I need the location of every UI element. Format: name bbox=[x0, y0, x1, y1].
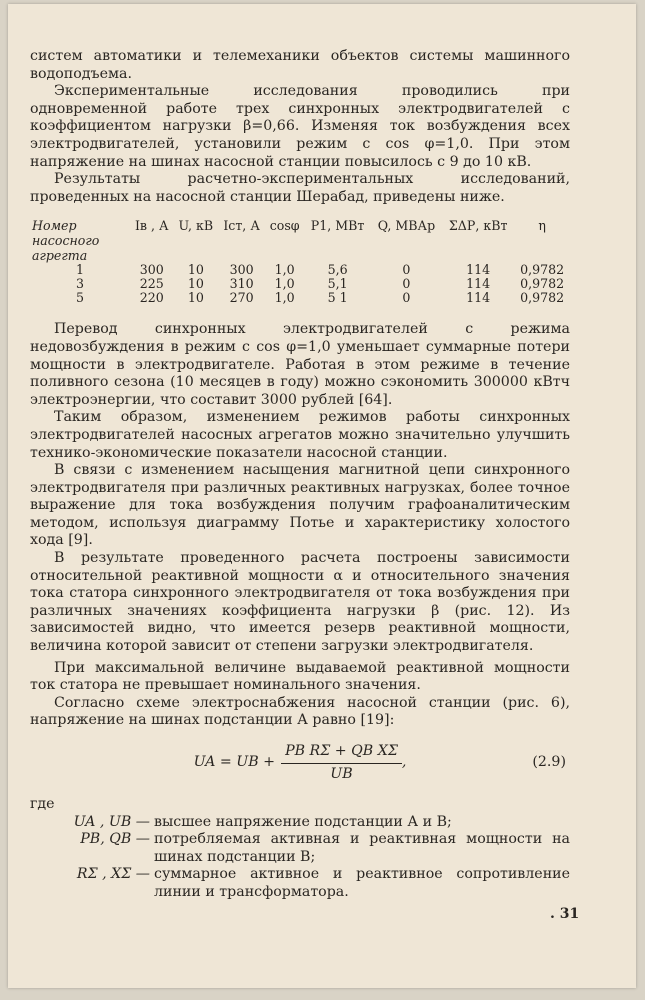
symbol-legend bbox=[30, 796, 570, 902]
legend-symbol: RΣ , XΣ — bbox=[76, 866, 150, 883]
table-row bbox=[30, 291, 570, 305]
legend-symbol: UA , UB — bbox=[73, 813, 150, 830]
table-cell: 1,0 bbox=[274, 262, 295, 278]
paragraph: В связи с изменением насыщения магнитной цепи синхронного электродвигателя при различных реактивных нагрузках, более точное выражение для тока возбуждения получим графоаналитическим методом, используя диаграмму Потье и характеристику холостого хода [9]. bbox=[30, 462, 570, 549]
table-cell: 225 bbox=[139, 276, 164, 292]
legend-intro: где bbox=[30, 796, 55, 812]
table-cell: 3 bbox=[75, 276, 84, 292]
table-cell: 300 bbox=[229, 262, 254, 278]
table-header-cell: cosφ bbox=[269, 218, 300, 234]
table-header-cell: η bbox=[538, 218, 546, 234]
table-cell: 114 bbox=[466, 290, 491, 306]
paragraph: При максимальной величине выдаваемой реактивной мощности ток статора не превышает номинального значения. bbox=[30, 659, 570, 694]
formula-trailing: , bbox=[401, 754, 407, 771]
table-cell: 0 bbox=[402, 290, 411, 306]
table-header-cell: Q, МВАр bbox=[377, 218, 436, 234]
table-header-cell: Номер насосного агрегта bbox=[32, 218, 100, 264]
table-cell: 5 bbox=[75, 290, 84, 306]
paragraph: Таким образом, изменением режимов работы синхронных электродвигателей насосных агрегатов можно значительно улучшить технико-экономические показатели насосной станции. bbox=[30, 409, 570, 461]
formula-2-9 bbox=[30, 734, 570, 792]
table-cell: 5 1 bbox=[327, 290, 348, 306]
page-body bbox=[30, 48, 570, 902]
table-header-cell: U, кВ bbox=[178, 218, 214, 234]
table-cell: 0 bbox=[402, 262, 411, 278]
legend-text: потребляемая активная и реактивная мощности на шинах подстанции В; bbox=[154, 831, 570, 865]
table-cell: 0,9782 bbox=[520, 290, 565, 306]
table-row bbox=[30, 263, 570, 277]
table-header-cell: ΣΔР, кВт bbox=[448, 218, 508, 234]
table-header-cell: Iст, А bbox=[223, 218, 260, 234]
table-cell: 270 bbox=[229, 290, 254, 306]
equation-number: (2.9) bbox=[532, 754, 566, 771]
formula-numerator: PB RΣ + QB XΣ bbox=[281, 743, 402, 764]
paragraph: Экспериментальные исследования проводились при одновременной работе трех синхронных электродвигателей с коэффициентом нагрузки β=0,66. Изменяя ток возбуждения всех электродвигателей, установили режим с cos φ=1,0. При этом напряжение на шинах насосной станции повысилось с 9 до 10 кВ. bbox=[30, 83, 570, 170]
table-header-cell: P1, МВт bbox=[310, 218, 365, 234]
table-cell: 5,6 bbox=[327, 262, 348, 278]
paragraph: Перевод синхронных электродвигателей с режима недовозбуждения в режим с cos φ=1,0 уменьшает суммарные потери мощности в электродвигателе. Работая в этом режиме в течение поливного сезона (10 месяцев в году) можно сэкономить 300000 кВтч электроэнергии, что составит 3000 рублей [64]. bbox=[30, 321, 570, 408]
formula-denominator: UB bbox=[330, 765, 353, 782]
table-cell: 220 bbox=[139, 290, 164, 306]
table-cell: 114 bbox=[466, 276, 491, 292]
table-cell: 10 bbox=[187, 276, 204, 292]
table-cell: 1 bbox=[75, 262, 84, 278]
table-cell: 5,1 bbox=[327, 276, 348, 292]
table-cell: 0,9782 bbox=[520, 276, 565, 292]
table-row bbox=[30, 277, 570, 291]
results-table bbox=[30, 218, 570, 305]
page-number: . 31 bbox=[550, 906, 580, 922]
table-header-row bbox=[30, 218, 570, 263]
book-page bbox=[8, 4, 636, 988]
legend-symbol: PB, QB — bbox=[80, 831, 150, 848]
table-cell: 1,0 bbox=[274, 290, 295, 306]
table-cell: 0,9782 bbox=[520, 262, 565, 278]
table-cell: 1,0 bbox=[274, 276, 295, 292]
paragraph: В результате проведенного расчета построены зависимости относительной реактивной мощности α и относительного значения тока статора синхронного электродвигателя от тока возбуждения при различных значениях коэффициента нагрузки β (рис. 12). Из зависимостей видно, что имеется резерв реактивной мощности, величина которой зависит от степени загрузки электродвигателя. bbox=[30, 550, 570, 655]
table-cell: 300 bbox=[139, 262, 164, 278]
formula-fraction bbox=[281, 743, 402, 783]
paragraph: Согласно схеме электроснабжения насосной станции (рис. 6), напряжение на шинах подстанции А равно [19]: bbox=[30, 694, 570, 729]
table-header-cell: Iв , А bbox=[134, 218, 169, 234]
table-cell: 0 bbox=[402, 276, 411, 292]
legend-text: суммарное активное и реактивное сопротивление линии и трансформатора. bbox=[154, 866, 570, 900]
paragraph: Результаты расчетно-экспериментальных исследований, проведенных на насосной станции Шерабад, приведены ниже. bbox=[30, 171, 570, 205]
paragraph: систем автоматики и телемеханики объектов системы машинного водоподъема. bbox=[30, 48, 570, 82]
formula-lhs: UA = UB + bbox=[193, 754, 276, 771]
table-cell: 10 bbox=[187, 262, 204, 278]
table-cell: 10 bbox=[187, 290, 204, 306]
table-cell: 114 bbox=[466, 262, 491, 278]
table-cell: 310 bbox=[229, 276, 254, 292]
legend-text: высшее напряжение подстанции А и В; bbox=[154, 813, 452, 830]
